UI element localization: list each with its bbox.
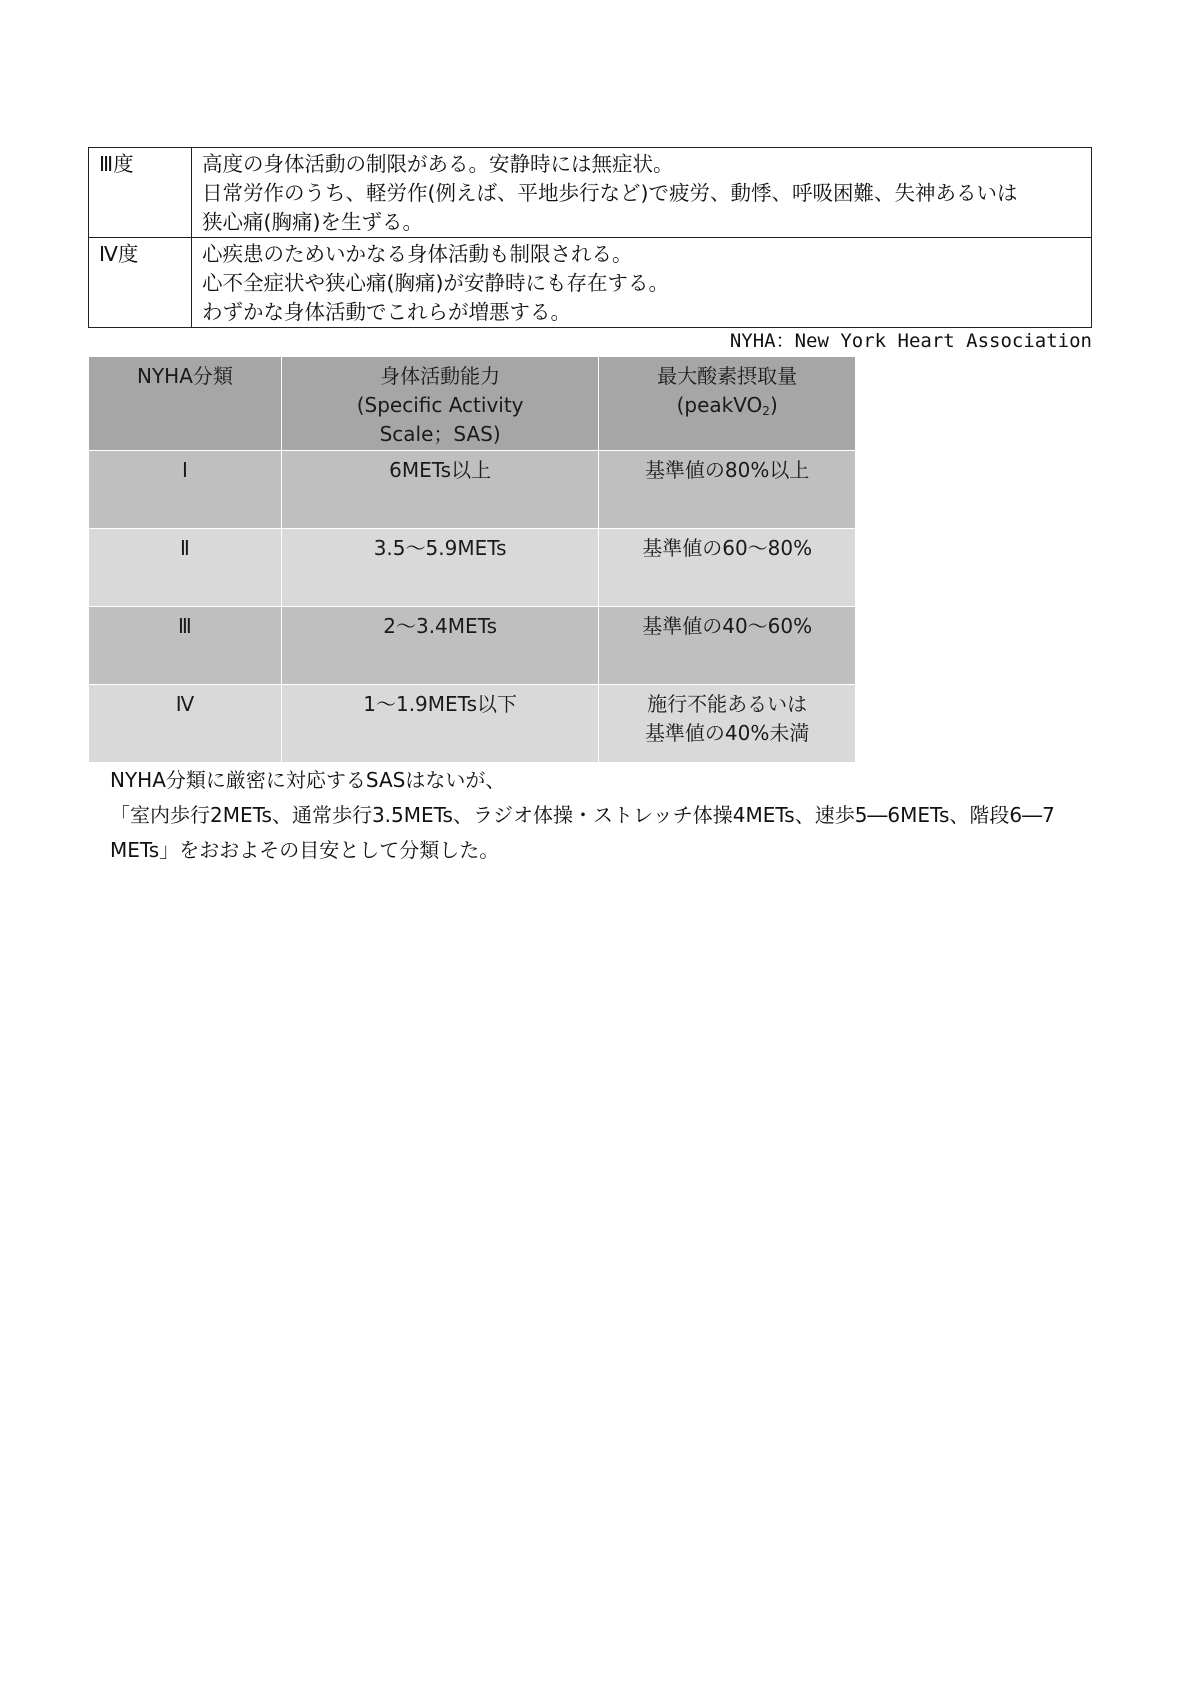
nyha-cell: Ⅰ: [89, 451, 282, 529]
nyha-cell: Ⅳ: [89, 685, 282, 763]
severity-row-3: [89, 148, 1092, 238]
severity-row-4: [89, 238, 1092, 328]
nyha-sas-table: [88, 356, 856, 763]
header-vo2-line: [600, 391, 854, 426]
table-row: [89, 685, 856, 763]
table-row: [89, 529, 856, 607]
grade-cell: Ⅲ度: [89, 148, 192, 238]
header-vo2-line: 最大酸素摂取量: [657, 364, 798, 388]
nyha-cell: Ⅱ: [89, 529, 282, 607]
description-line: 狭心痛(胸痛)を生ずる。: [202, 210, 423, 234]
header-sas-line: 身体活動能力: [380, 364, 501, 388]
sas-cell: 3.5～5.9METs: [281, 529, 598, 607]
vo2-cell: [599, 685, 856, 763]
grade-cell: Ⅳ度: [89, 238, 192, 328]
sas-cell: 2～3.4METs: [281, 607, 598, 685]
header-sas: [281, 357, 598, 451]
header-nyha: NYHA分類: [89, 357, 282, 451]
vo2-line: 基準値の60～80%: [642, 536, 813, 560]
description-line: 心不全症状や狭心痛(胸痛)が安静時にも存在する。: [202, 271, 669, 295]
vo2-cell: [599, 529, 856, 607]
description-cell: [192, 238, 1092, 328]
header-vo2-subscript: 2: [762, 404, 770, 418]
vo2-line: 施行不能あるいは: [647, 692, 808, 716]
nyha-severity-table: [88, 147, 1092, 328]
note-line-2: 「室内歩行2METs、通常歩行3.5METs、ラジオ体操・ストレッチ体操4METs、速歩5―6METs、階段6―7: [110, 803, 1055, 827]
vo2-line: 基準値の40～60%: [642, 614, 813, 638]
header-vo2-suffix: ): [769, 393, 778, 417]
description-line: 心疾患のためいかなる身体活動も制限される。: [202, 242, 633, 266]
header-sas-line: (Specific Activity: [356, 393, 524, 417]
note-line-1: NYHA分類に厳密に対応するSASはないが、: [110, 768, 506, 792]
table-row: [89, 451, 856, 529]
note-line-3: METs」をおおよその目安として分類した。: [110, 838, 500, 862]
table-row: [89, 607, 856, 685]
abbreviation-note: NYHA：New York Heart Association: [729, 330, 1092, 352]
vo2-line: 基準値の80%以上: [644, 458, 810, 482]
vo2-cell: [599, 451, 856, 529]
description-line: 高度の身体活動の制限がある。安静時には無症状。: [202, 152, 674, 176]
header-vo2: [599, 357, 856, 451]
nyha-cell: Ⅲ: [89, 607, 282, 685]
sas-cell: 1～1.9METs以下: [281, 685, 598, 763]
description-line: 日常労作のうち、軽労作(例えば、平地歩行など)で疲労、動悸、呼吸困難、失神あるいは: [202, 181, 1018, 205]
vo2-cell: [599, 607, 856, 685]
header-row: [89, 357, 856, 451]
description-cell: [192, 148, 1092, 238]
description-line: わずかな身体活動でこれらが増悪する。: [202, 300, 571, 324]
vo2-line: 基準値の40%未満: [644, 721, 810, 745]
header-vo2-prefix: (peakVO: [676, 393, 763, 417]
sas-cell: 6METs以上: [281, 451, 598, 529]
header-sas-line: Scale；SAS): [379, 422, 501, 446]
